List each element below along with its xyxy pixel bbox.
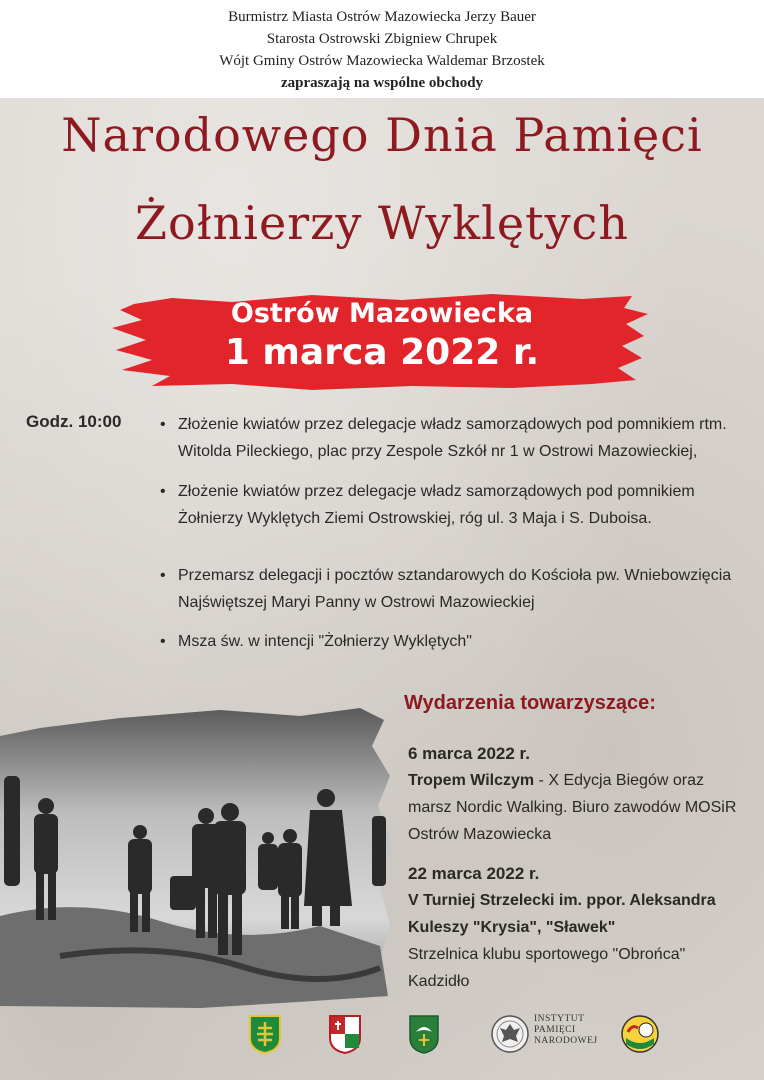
ipn-label [534,1014,598,1047]
list-item: • Przemarsz delegacji i pocztów sztandarowych do Kościoła pw. Wniebowzięcia Najświętszej Maryi Panny w Ostrowi Mazowieckiej [160,562,760,616]
organizer-wojt: Wójt Gminy Ostrów Mazowiecka Waldemar Brzostek [219,53,545,69]
invitation-text: zapraszają na wspólne obchody [280,75,484,91]
event-description [408,767,748,848]
ipn-eagle-icon [490,1014,530,1054]
banner-place: Ostrów Mazowiecka [230,298,534,329]
organizers-header [0,0,764,98]
banner-date: 1 marca 2022 r. [224,332,540,373]
ipn-line: NARODOWEJ [534,1036,598,1046]
schedule-list [160,411,760,655]
event-date: 22 marca 2022 r. [408,864,540,883]
organizer-mayor: Burmistrz Miasta Ostrów Mazowiecka Jerzy Bauer [228,9,536,25]
organizer-starost: Starosta Ostrowski Zbigniew Chrupek [266,31,498,47]
event-march-22 [408,860,748,995]
event-date: 6 marca 2022 r. [408,744,530,763]
ipn-line: INSTYTUT [534,1014,585,1024]
list-item: • Złożenie kwiatów przez delegacje władz samorządowych pod pomnikiem rtm. Witolda Pileckiego, plac przy Zespole Szkół nr 1 w Ostrowi Mazowieckiej, [160,411,760,465]
time-label: Godz. 10:00 [26,412,122,431]
event-name: V Turniej Strzelecki im. ppor. Aleksandra Kuleszy "Krysia", "Sławek" [408,892,716,936]
event-details: Strzelnica klubu sportowego "Obrońca" Kadzidło [408,946,686,990]
historical-photo [0,706,392,1008]
sponsor-logos [0,1010,764,1070]
event-march-6 [408,740,748,848]
title-line-2: Żołnierzy Wyklętych [135,196,629,250]
event-details: - X Edycja Biegów oraz marsz Nordic Walking. Biuro zawodów MOSiR Ostrów Mazowiecka [408,772,737,843]
ostrow-city-crest-icon [248,1014,282,1054]
county-crest-icon [328,1014,362,1054]
date-banner [112,292,652,392]
event-name: Tropem Wilczym [408,772,535,789]
list-item: • Msza św. w intencji "Żołnierzy Wyklętych" [160,628,760,655]
title-line-1: Narodowego Dnia Pamięci [61,108,703,162]
gmina-crest-icon [408,1014,440,1054]
ipn-line: PAMIĘCI [534,1025,576,1035]
list-item: • Złożenie kwiatów przez delegacje władz samorządowych pod pomnikiem Żołnierzy Wyklętych Ziemi Ostrowskiej, róg ul. 3 Maja i S. Duboisa. [160,478,760,532]
soldiers-photo-illustration [0,706,392,1008]
side-events-title: Wydarzenia towarzyszące: [404,692,656,714]
obronca-club-icon [620,1014,660,1054]
